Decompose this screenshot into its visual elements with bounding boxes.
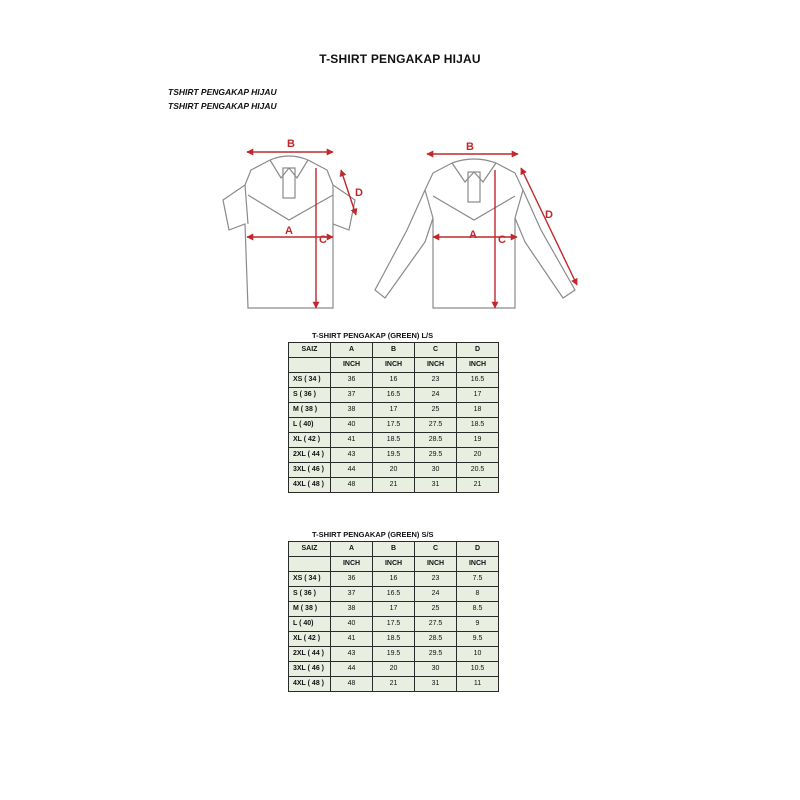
value-cell: C (415, 343, 457, 358)
label-b-short: B (287, 138, 295, 150)
value-cell: 17 (457, 388, 499, 403)
size-cell: 4XL ( 48 ) (289, 677, 331, 692)
value-cell: 36 (331, 572, 373, 587)
value-cell: 31 (415, 478, 457, 493)
size-cell: S ( 36 ) (289, 587, 331, 602)
value-cell: 16.5 (373, 587, 415, 602)
size-cell (289, 358, 331, 373)
value-cell: 48 (331, 478, 373, 493)
size-cell: L ( 40) (289, 617, 331, 632)
value-cell: 10.5 (457, 662, 499, 677)
value-cell: 21 (373, 478, 415, 493)
value-cell: 38 (331, 403, 373, 418)
value-cell: INCH (373, 557, 415, 572)
size-cell: 3XL ( 46 ) (289, 463, 331, 478)
value-cell: A (331, 343, 373, 358)
value-cell: D (457, 542, 499, 557)
table-row (289, 602, 499, 617)
value-cell: 25 (415, 403, 457, 418)
size-cell: L ( 40) (289, 418, 331, 433)
value-cell: 16.5 (373, 388, 415, 403)
size-table-short-sleeve (288, 530, 499, 692)
value-cell: INCH (415, 358, 457, 373)
table-row (289, 677, 499, 692)
table-row (289, 418, 499, 433)
short-sleeve-measure-lines (247, 152, 356, 308)
value-cell: B (373, 542, 415, 557)
table-header-row (289, 542, 499, 557)
size-cell: M ( 38 ) (289, 403, 331, 418)
value-cell: 11 (457, 677, 499, 692)
table-row (289, 632, 499, 647)
size-cell: 4XL ( 48 ) (289, 478, 331, 493)
table-row (289, 448, 499, 463)
table-header-row (289, 343, 499, 358)
value-cell: C (415, 542, 457, 557)
label-a-long: A (469, 229, 477, 241)
value-cell: 18.5 (373, 433, 415, 448)
label-c-short: C (319, 234, 327, 246)
table-unit-row (289, 557, 499, 572)
table-caption: T-SHIRT PENGAKAP (GREEN) S/S (312, 530, 434, 539)
value-cell: 10 (457, 647, 499, 662)
value-cell: 17 (373, 602, 415, 617)
value-cell: 29.5 (415, 448, 457, 463)
size-cell: SAIZ (289, 343, 331, 358)
value-cell: 41 (331, 632, 373, 647)
value-cell: 20 (457, 448, 499, 463)
value-cell: 24 (415, 388, 457, 403)
value-cell: 19.5 (373, 647, 415, 662)
size-cell: 2XL ( 44 ) (289, 448, 331, 463)
value-cell: 16.5 (457, 373, 499, 388)
value-cell: 16 (373, 373, 415, 388)
size-cell: XS ( 34 ) (289, 572, 331, 587)
value-cell: 48 (331, 677, 373, 692)
value-cell: 27.5 (415, 617, 457, 632)
table-caption: T-SHIRT PENGAKAP (GREEN) L/S (312, 331, 434, 340)
size-table-long-sleeve (288, 331, 499, 493)
value-cell: 17 (373, 403, 415, 418)
value-cell: 21 (373, 677, 415, 692)
value-cell: 8 (457, 587, 499, 602)
value-cell: 24 (415, 587, 457, 602)
value-cell: 40 (331, 617, 373, 632)
value-cell: 20.5 (457, 463, 499, 478)
value-cell: A (331, 542, 373, 557)
table-row (289, 433, 499, 448)
value-cell: INCH (331, 358, 373, 373)
value-cell: 29.5 (415, 647, 457, 662)
size-cell: XS ( 34 ) (289, 373, 331, 388)
subtitle-2: TSHIRT PENGAKAP HIJAU (168, 101, 277, 111)
label-a-short: A (285, 225, 293, 237)
size-cell: 2XL ( 44 ) (289, 647, 331, 662)
table-row (289, 587, 499, 602)
table-unit-row (289, 358, 499, 373)
value-cell: INCH (415, 557, 457, 572)
value-cell: 20 (373, 662, 415, 677)
table-row (289, 373, 499, 388)
value-cell: 37 (331, 587, 373, 602)
value-cell: 25 (415, 602, 457, 617)
value-cell: 28.5 (415, 632, 457, 647)
label-b-long: B (466, 141, 474, 153)
table-row (289, 647, 499, 662)
size-cell: M ( 38 ) (289, 602, 331, 617)
value-cell: 16 (373, 572, 415, 587)
value-cell: 17.5 (373, 617, 415, 632)
value-cell: 8.5 (457, 602, 499, 617)
page-title: T-SHIRT PENGAKAP HIJAU (319, 52, 481, 66)
value-cell: 36 (331, 373, 373, 388)
size-cell: XL ( 42 ) (289, 433, 331, 448)
value-cell: 18.5 (457, 418, 499, 433)
label-d-short: D (355, 187, 363, 199)
value-cell: 43 (331, 647, 373, 662)
value-cell: INCH (331, 557, 373, 572)
value-cell: 37 (331, 388, 373, 403)
table-row (289, 388, 499, 403)
value-cell: 17.5 (373, 418, 415, 433)
size-cell: 3XL ( 46 ) (289, 662, 331, 677)
value-cell: 7.5 (457, 572, 499, 587)
subtitle-1: TSHIRT PENGAKAP HIJAU (168, 87, 277, 97)
value-cell: INCH (373, 358, 415, 373)
value-cell: 31 (415, 677, 457, 692)
label-c-long: C (498, 234, 506, 246)
value-cell: 43 (331, 448, 373, 463)
value-cell: INCH (457, 557, 499, 572)
value-cell: B (373, 343, 415, 358)
size-cell: SAIZ (289, 542, 331, 557)
size-cell: S ( 36 ) (289, 388, 331, 403)
value-cell: INCH (457, 358, 499, 373)
value-cell: 9 (457, 617, 499, 632)
value-cell: 38 (331, 602, 373, 617)
label-d-long: D (545, 209, 553, 221)
value-cell: 19 (457, 433, 499, 448)
value-cell: D (457, 343, 499, 358)
size-cell (289, 557, 331, 572)
table-row (289, 478, 499, 493)
value-cell: 41 (331, 433, 373, 448)
size-table (288, 541, 499, 692)
value-cell: 27.5 (415, 418, 457, 433)
value-cell: 30 (415, 662, 457, 677)
value-cell: 30 (415, 463, 457, 478)
table-row (289, 403, 499, 418)
size-table (288, 342, 499, 493)
value-cell: 23 (415, 373, 457, 388)
value-cell: 21 (457, 478, 499, 493)
table-row (289, 572, 499, 587)
shirt-measurement-diagram (215, 130, 595, 315)
size-cell: XL ( 42 ) (289, 632, 331, 647)
value-cell: 18.5 (373, 632, 415, 647)
value-cell: 40 (331, 418, 373, 433)
value-cell: 19.5 (373, 448, 415, 463)
table-row (289, 662, 499, 677)
value-cell: 23 (415, 572, 457, 587)
table-row (289, 617, 499, 632)
value-cell: 44 (331, 463, 373, 478)
value-cell: 18 (457, 403, 499, 418)
value-cell: 9.5 (457, 632, 499, 647)
value-cell: 20 (373, 463, 415, 478)
value-cell: 28.5 (415, 433, 457, 448)
table-row (289, 463, 499, 478)
value-cell: 44 (331, 662, 373, 677)
